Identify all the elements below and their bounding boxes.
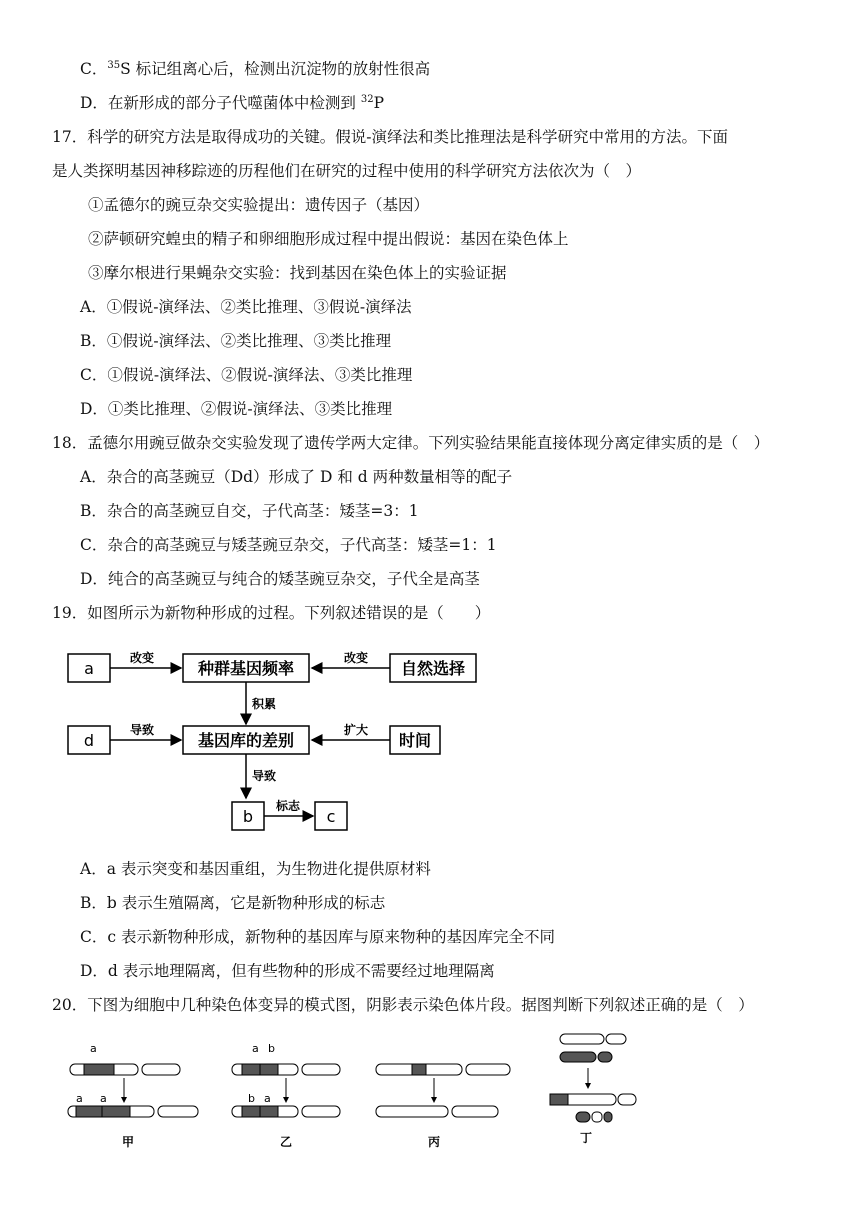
box-time-label: 时间 xyxy=(398,731,432,750)
q18-option-d: D．纯合的高茎豌豆与纯合的矮茎豌豆杂交，子代全是高茎 xyxy=(80,570,480,588)
panel-jia xyxy=(68,1042,198,1149)
box-natural-selection-label: 自然选择 xyxy=(400,659,466,678)
q20-stem: 20．下图为细胞中几种染色体变异的模式图，阴影表示染色体片段。据图判断下列叙述正确的是（ ） xyxy=(52,996,754,1014)
yi-gene-a-top: a xyxy=(252,1042,259,1055)
box-b-label: b xyxy=(242,807,254,826)
q16-option-c: C．$^{35}$S 标记组离心后，检测出沉淀物的放射性很高 xyxy=(80,60,431,78)
label-change-2: 改变 xyxy=(343,651,369,665)
panel-ding xyxy=(550,1034,636,1145)
q16-option-d: D．在新形成的部分子代噬菌体中检测到 $^{32}$P xyxy=(80,94,385,112)
q17-item-3: ③摩尔根进行果蝇杂交实验：找到基因在染色体上的实验证据 xyxy=(88,264,507,282)
label-cause-2: 导致 xyxy=(252,769,277,783)
q17-stem-line2: 是人类探明基因神移踪迹的历程他们在研究的过程中使用的科学研究方法依次为（ ） xyxy=(52,162,642,180)
q17-option-a: A．①假说-演绎法、②类比推理、③假说-演绎法 xyxy=(80,298,412,316)
box-c-label: c xyxy=(326,807,336,826)
jia-gene-a-2: a xyxy=(100,1092,107,1105)
box-gene-frequency-label: 种群基因频率 xyxy=(197,659,295,678)
yi-gene-a-bottom: a xyxy=(264,1092,271,1105)
label-cause-1: 导致 xyxy=(129,723,155,737)
yi-gene-b-bottom: b xyxy=(248,1092,255,1105)
q17-option-b: B．①假说-演绎法、②类比推理、③类比推理 xyxy=(80,332,392,350)
panel-yi xyxy=(232,1042,340,1149)
box-a-label: a xyxy=(84,659,94,678)
box-d-label: d xyxy=(83,731,95,750)
panel-bing xyxy=(376,1064,510,1149)
q19-stem: 19．如图所示为新物种形成的过程。下列叙述错误的是（ ） xyxy=(52,604,491,622)
q17-option-c: C．①假说-演绎法、②假说-演绎法、③类比推理 xyxy=(80,366,413,384)
label-jia: 甲 xyxy=(121,1135,135,1149)
q18-option-c: C．杂合的高茎豌豆与矮茎豌豆杂交，子代高茎：矮茎=1：1 xyxy=(80,536,497,554)
chromosome-variation-figure xyxy=(60,1026,660,1156)
q19-option-a: A．a 表示突变和基因重组，为生物进化提供原材料 xyxy=(80,860,431,878)
label-mark: 标志 xyxy=(275,799,301,813)
box-gene-pool-label: 基因库的差别 xyxy=(197,731,295,750)
q17-stem-line1: 17．科学的研究方法是取得成功的关键。假说-演绎法和类比推理法是科学研究中常用的方法。下面 xyxy=(52,128,728,146)
q18-option-a: A．杂合的高茎豌豆（Dd）形成了 D 和 d 两种数量相等的配子 xyxy=(80,468,513,486)
label-ding: 丁 xyxy=(579,1131,593,1145)
q18-stem: 18．孟德尔用豌豆做杂交实验发现了遗传学两大定律。下列实验结果能直接体现分离定律实质的是（ ） xyxy=(52,434,770,452)
yi-gene-b-top: b xyxy=(268,1042,275,1055)
jia-gene-a-top: a xyxy=(90,1042,97,1055)
q17-item-1: ①孟德尔的豌豆杂交实验提出：遗传因子（基因） xyxy=(88,196,430,214)
label-yi: 乙 xyxy=(279,1135,293,1149)
speciation-diagram xyxy=(60,642,500,834)
jia-gene-a-1: a xyxy=(76,1092,83,1105)
label-change-1: 改变 xyxy=(129,651,155,665)
q19-option-b: B．b 表示生殖隔离，它是新物种形成的标志 xyxy=(80,894,386,912)
q17-option-d: D．①类比推理、②假说-演绎法、③类比推理 xyxy=(80,400,393,418)
label-accumulate: 积累 xyxy=(252,697,277,711)
label-expand: 扩大 xyxy=(343,723,369,737)
q17-item-2: ②萨顿研究蝗虫的精子和卵细胞形成过程中提出假说：基因在染色体上 xyxy=(88,230,569,248)
label-bing: 丙 xyxy=(427,1135,441,1149)
q19-option-d: D．d 表示地理隔离，但有些物种的形成不需要经过地理隔离 xyxy=(80,962,495,980)
q19-option-c: C．c 表示新物种形成，新物种的基因库与原来物种的基因库完全不同 xyxy=(80,928,555,946)
q18-option-b: B．杂合的高茎豌豆自交，子代高茎：矮茎=3：1 xyxy=(80,502,419,520)
